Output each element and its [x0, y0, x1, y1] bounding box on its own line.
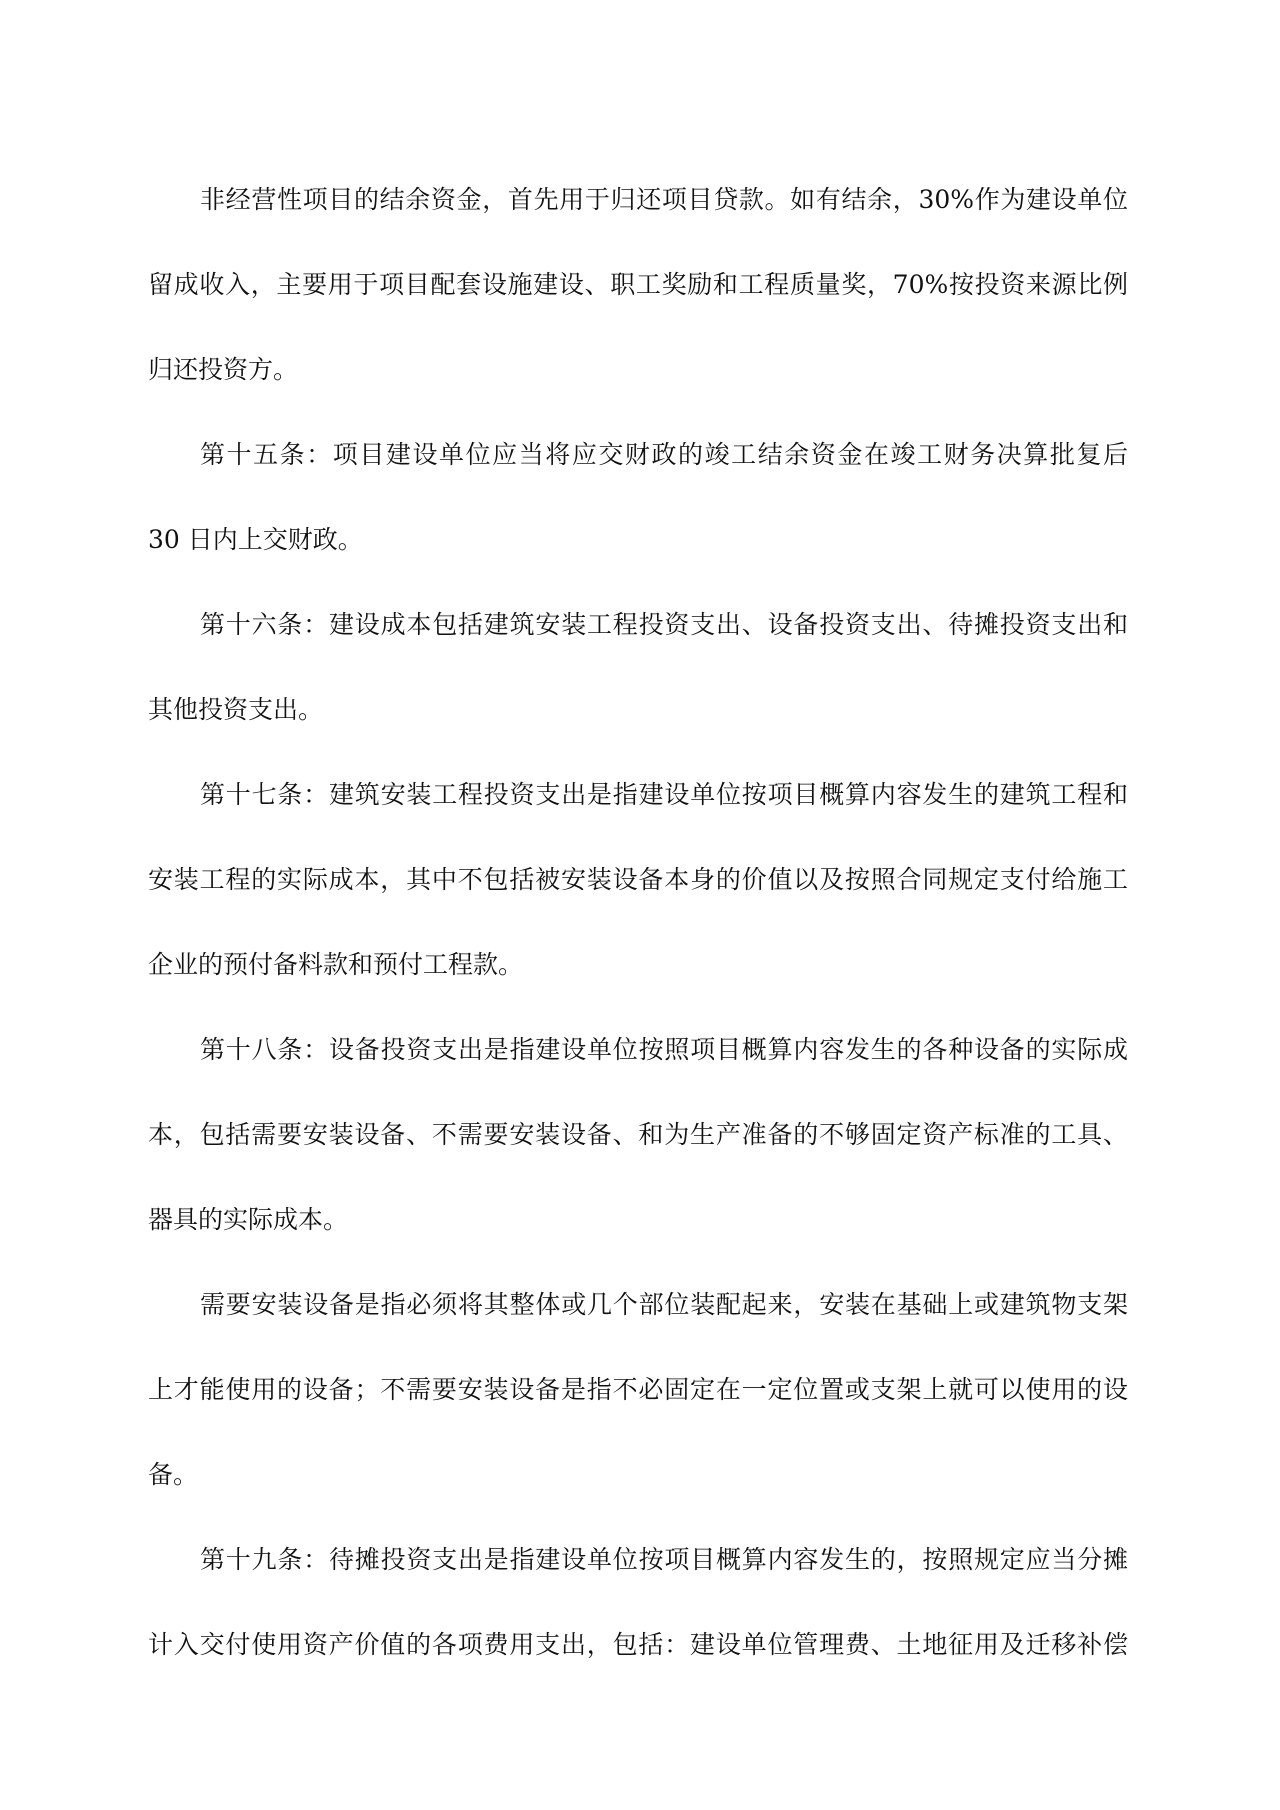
paragraph-line: 上才能使用的设备；不需要安装设备是指不必固定在一定位置或支架上就可以使用的设 [148, 1375, 1128, 1404]
paragraph-line: 归还投资方。 [148, 355, 299, 384]
paragraph-line: 需要安装设备是指必须将其整体或几个部位装配起来，安装在基础上或建筑物支架 [200, 1290, 1128, 1319]
paragraph-line: 本，包括需要安装设备、不需要安装设备、和为生产准备的不够固定资产标准的工具、 [148, 1120, 1128, 1149]
paragraph-line: 第十九条：待摊投资支出是指建设单位按项目概算内容发生的，按照规定应当分摊 [200, 1545, 1128, 1574]
paragraph-line: 第十八条：设备投资支出是指建设单位按照项目概算内容发生的各种设备的实际成 [200, 1035, 1128, 1064]
paragraph-line: 计入交付使用资产价值的各项费用支出，包括：建设单位管理费、土地征用及迁移补偿 [148, 1630, 1128, 1659]
paragraph-line: 安装工程的实际成本，其中不包括被安装设备本身的价值以及按照合同规定支付给施工 [148, 865, 1128, 894]
paragraph-line: 第十七条：建筑安装工程投资支出是指建设单位按项目概算内容发生的建筑工程和 [200, 780, 1128, 809]
paragraph-line: 留成收入，主要用于项目配套设施建设、职工奖励和工程质量奖，70%按投资来源比例 [148, 270, 1128, 299]
paragraph-line: 备。 [148, 1460, 199, 1489]
paragraph-line: 第十五条：项目建设单位应当将应交财政的竣工结余资金在竣工财务决算批复后 [200, 440, 1128, 469]
paragraph-line: 企业的预付备料款和预付工程款。 [148, 950, 524, 979]
paragraph-line: 30 日内上交财政。 [148, 525, 363, 554]
paragraph-line: 器具的实际成本。 [148, 1205, 349, 1234]
paragraph-line: 非经营性项目的结余资金，首先用于归还项目贷款。如有结余，30%作为建设单位 [200, 185, 1128, 214]
paragraph-line: 第十六条：建设成本包括建筑安装工程投资支出、设备投资支出、待摊投资支出和 [200, 610, 1128, 639]
paragraph-line: 其他投资支出。 [148, 695, 324, 724]
